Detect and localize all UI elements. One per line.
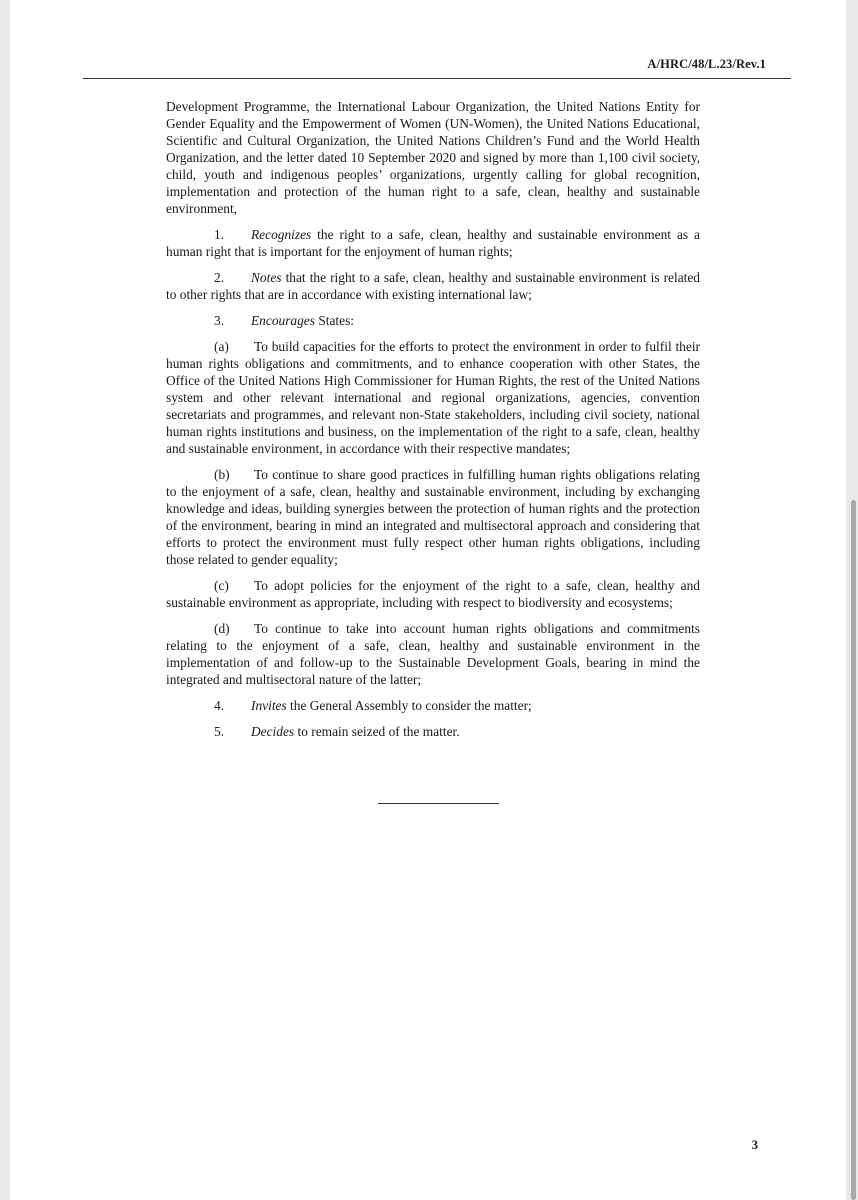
paragraph-number: 1. [214,227,225,242]
subparagraph-text: To continue to take into account human rights obligations and commitments relating to the enjoyment of a safe, clean, healthy and sustainable environment in the implementation of and follow-up to the Sustainable Development Goals, bearing in mind the integrated and multisectoral nature of the latter; [166,621,700,687]
paragraph-number: 2. [214,270,225,285]
page-number: 3 [751,1138,758,1152]
vertical-scrollbar[interactable] [851,500,856,1200]
subparagraph-text: To build capacities for the efforts to protect the environment in order to fulfil their human rights obligations and commitments, and to enhance cooperation with other States, the Office of the United Nations High Commissioner for Human Rights, the rest of the United Nations system and other relevant international and regional organizations, agencies, convention secretariats and programmes, and relevant non-State stakeholders, including civil society, national human rights institutions and business, on the implementation of the right to a safe, clean, healthy and sustainable environment, in accordance with their respective mandates; [166,339,700,456]
operative-paragraph-1 [166,226,700,260]
paragraph-verb: Decides [251,724,295,739]
preamble-paragraph: Development Programme, the International Labour Organization, the United Nations Entity for Gender Equality and the Empowerment of Women (UN-Women), the United Nations Educational, Scientific and Cultural Organization, the United Nations Children’s Fund and the World Health Organization, and the letter dated 10 September 2020 and signed by more than 1,100 civil society, child, youth and indigenous peoples’ organizations, urgently calling for global recognition, implementation and protection of the human right to a safe, clean, healthy and sustainable environment, [166,99,700,216]
document-body [166,98,700,749]
paragraph-verb: Encourages [251,313,315,328]
paragraph-verb: Invites [251,698,287,713]
paragraph-number: 5. [214,724,225,739]
paragraph-text: States: [314,313,355,328]
paragraph-verb: Notes [251,270,282,285]
paragraph-text: that the right to a safe, clean, healthy and sustainable environment is related to other rights that are in accordance with existing international law; [166,270,700,302]
paragraph-number: 4. [214,698,225,713]
subparagraph-text: To adopt policies for the enjoyment of the right to a safe, clean, healthy and sustainable environment as appropriate, including with respect to biodiversity and ecosystems; [166,578,700,610]
subparagraph-c [166,577,700,611]
document-page [10,0,846,1200]
header-rule [83,78,791,79]
subparagraph-b [166,466,700,568]
subparagraph-letter: (c) [214,578,229,593]
subparagraph-text: To continue to share good practices in fulfilling human rights obligations relating to the enjoyment of a safe, clean, healthy and sustainable environment, including by exchanging knowledge and ideas, building synergies between the protection of human rights and the protection of the environment, bearing in mind an integrated and multisectoral approach and considering that efforts to protect the environment must fully respect other human rights obligations, including those related to gender equality; [166,467,700,567]
end-of-document-rule [378,803,499,804]
subparagraph-letter: (b) [214,467,230,482]
operative-paragraph-4 [166,697,700,714]
operative-paragraph-3 [166,312,700,329]
paragraph-text: to remain seized of the matter. [294,724,460,739]
subparagraph-d [166,620,700,688]
paragraph-text: the General Assembly to consider the matter; [286,698,532,713]
subparagraph-a [166,338,700,457]
operative-paragraph-2 [166,269,700,303]
paragraph-text: the right to a safe, clean, healthy and sustainable environment as a human right that is important for the enjoyment of human rights; [166,227,700,259]
subparagraph-letter: (d) [214,621,230,636]
operative-paragraph-5 [166,723,700,740]
subparagraph-letter: (a) [214,339,229,354]
document-symbol: A/HRC/48/L.23/Rev.1 [647,57,766,71]
paragraph-number: 3. [214,313,225,328]
paragraph-verb: Recognizes [251,227,312,242]
